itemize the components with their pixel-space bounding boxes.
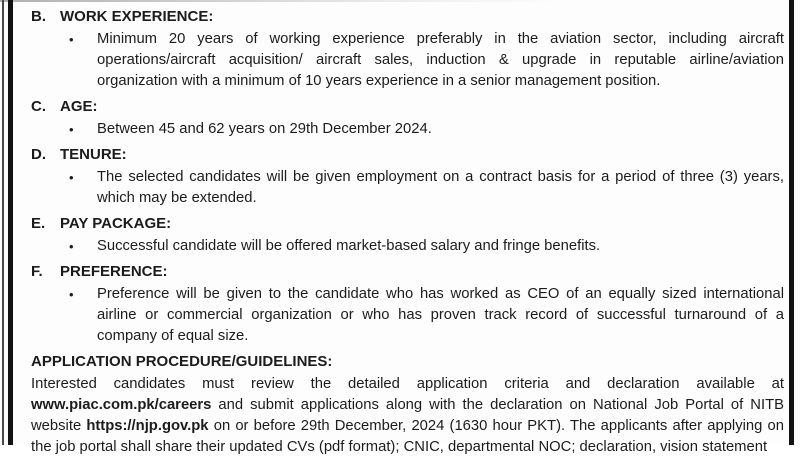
bullet-item (69, 119, 784, 140)
bullet-text: Minimum 20 years of working experience preferably in the aviation sector, including aircraft operations/aircraft acquisition/ aircraft sales, induction & upgrade in reputable airline/aviation organization with a minimum of 10 years experience in a senior management position. (97, 31, 784, 89)
section-label: E. (31, 215, 46, 232)
document-content (31, 6, 784, 458)
section-application-procedure (31, 351, 784, 458)
section-title: AGE: (60, 98, 98, 115)
section-heading (31, 96, 784, 117)
section-title: WORK EXPERIENCE: (60, 8, 214, 25)
bullet-item (69, 284, 784, 347)
section-label: C. (31, 98, 46, 115)
bullet-icon: • (69, 32, 74, 47)
application-heading: APPLICATION PROCEDURE/GUIDELINES: (31, 353, 333, 370)
piac-careers-url: www.piac.com.pk/careers (31, 397, 212, 413)
bullet-icon: • (69, 170, 74, 185)
bullet-icon: • (69, 287, 74, 302)
left-outer-border (2, 0, 4, 445)
section-pay-package (31, 213, 784, 257)
section-heading (31, 6, 784, 27)
section-label: D. (31, 146, 46, 163)
section-age (31, 96, 784, 140)
bullet-icon: • (69, 122, 74, 137)
application-paragraph (31, 374, 784, 458)
section-heading (31, 213, 784, 234)
left-inner-border (8, 0, 13, 445)
section-title: PAY PACKAGE: (60, 215, 172, 232)
scan-artifact-top-edge (0, 0, 560, 2)
section-heading (31, 144, 784, 165)
section-preference (31, 261, 784, 347)
bullet-text: Between 45 and 62 years on 29th December 2024. (97, 121, 432, 137)
section-title: PREFERENCE: (60, 263, 168, 280)
bullet-text: Successful candidate will be offered market-based salary and fringe benefits. (97, 238, 601, 254)
section-heading (31, 261, 784, 282)
njp-portal-url: https://njp.gov.pk (86, 418, 209, 434)
bullet-item (69, 236, 784, 257)
bullet-item (69, 167, 784, 209)
section-label: B. (31, 8, 46, 25)
bullet-text: The selected candidates will be given employment on a contract basis for a period of three (3) years, which may be extended. (97, 169, 784, 206)
bullet-text: Preference will be given to the candidate who has worked as CEO of an equally sized international airline or commercial organization or who has proven track record of successful turnaround of a company of equal size. (97, 286, 784, 344)
section-work-experience (31, 6, 784, 92)
bullet-item (69, 29, 784, 92)
section-title: TENURE: (60, 146, 127, 163)
application-text-1: Interested candidates must review the detailed application criteria and declaration available at (31, 376, 784, 392)
application-text-3: on or before 29th December, 2024 (1630 hour PKT). The applicants after applying on the job portal shall share their updated CVs (pdf format); CNIC, departmental NOC; declaration, vision statement (31, 418, 784, 455)
bullet-icon: • (69, 239, 74, 254)
right-border (789, 0, 794, 445)
section-label: F. (31, 263, 43, 280)
section-tenure (31, 144, 784, 209)
application-text-2: and submit applications along with the declaration on National Job Portal of NITB website (31, 397, 784, 434)
